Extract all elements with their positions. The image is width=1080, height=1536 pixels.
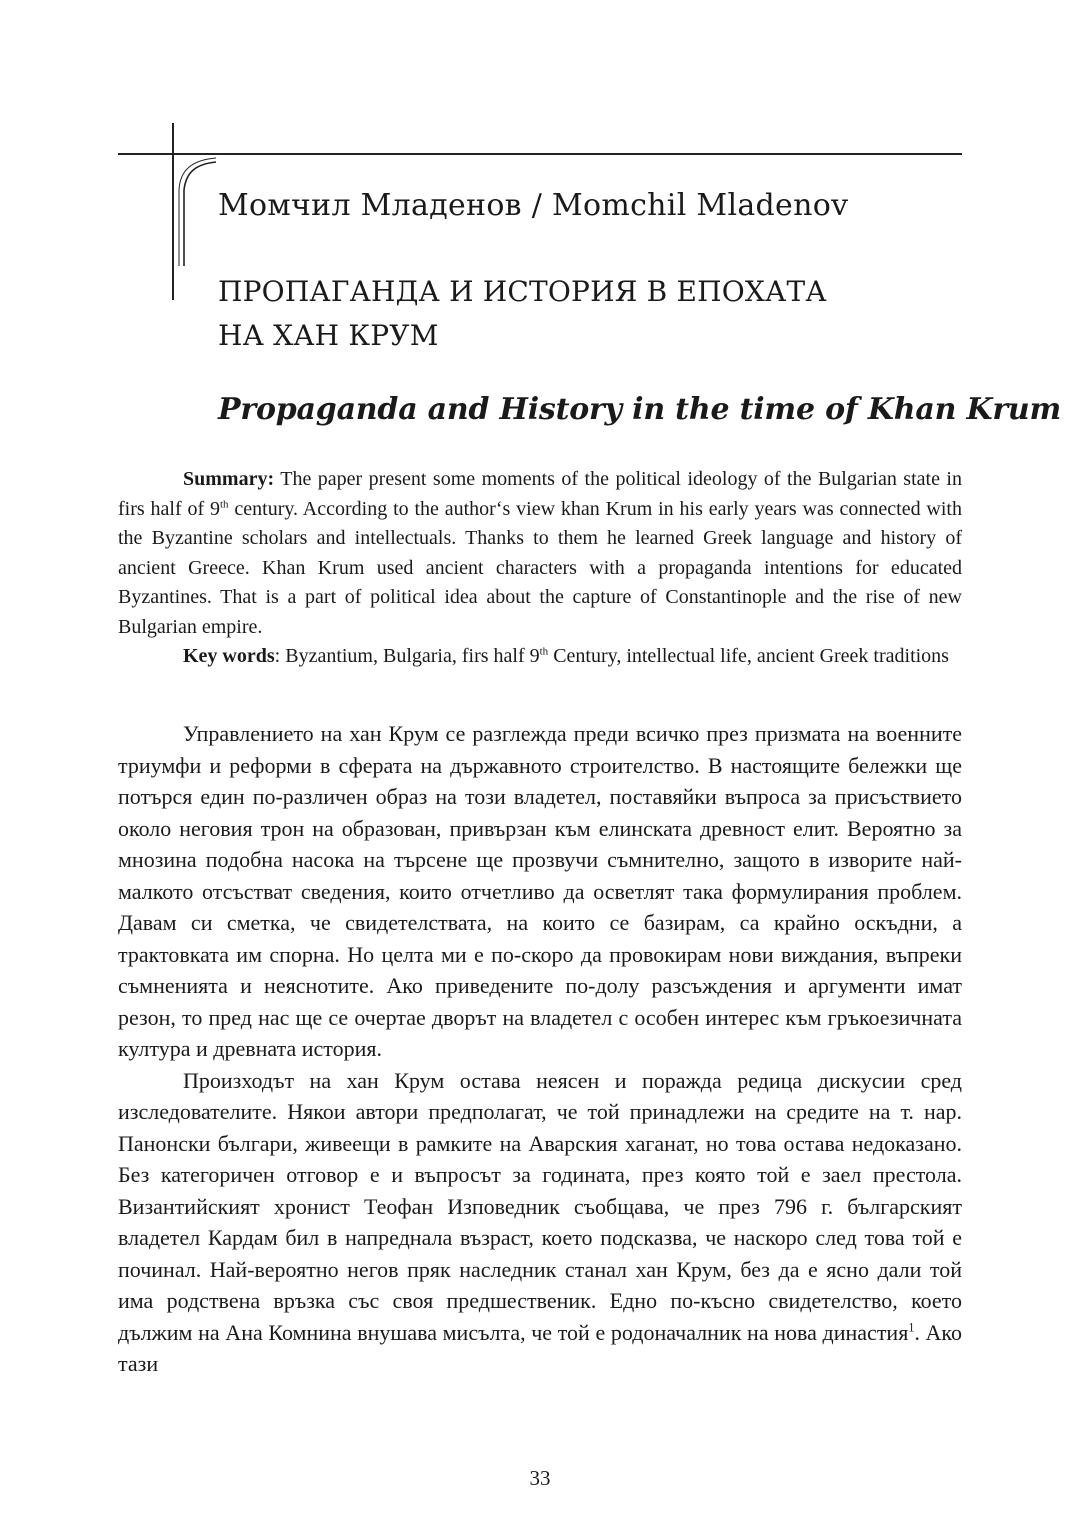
title-english: Propaganda and History in the time of Khan Krum <box>218 392 1062 427</box>
body-paragraph-2-text: Произходът на хан Крум остава неясен и поражда редица дискусии сред изследователите. Някои автори предполагат, че той принадлежи на средите на т. нар. Панонски българи, живеещи в рамките на Аварския хаганат, но това остава недоказано. Без категоричен отговор е и въпросът за годината, през която той е заел престола. Византийският хронист Теофан Изповедник съобщава, че през 796 г. българският владетел Кардам бил в напреднала възраст, което подсказва, че наскоро след това той е починал. Най-вероятно негов пряк наследник станал хан Крум, без да е ясно дали той има родствена връзка със своя предшественик. Едно по-късно свидетелство, което дължим на Ана Комнина внушава мисълта, че той е родоначалник на нова династия <box>118 1067 962 1345</box>
body-paragraph-2-tail: . Ако тази <box>118 1319 962 1376</box>
abstract-section <box>118 465 962 672</box>
summary-text-a: The paper present some moments of the political ideology of the Bulgarian state in firs half of 9 <box>118 468 962 520</box>
keywords-text-a: : Byzantium, Bulgaria, firs half 9 <box>274 645 540 667</box>
header-rule-vertical <box>172 123 174 300</box>
summary-paragraph <box>118 465 962 642</box>
title-bulgarian-line1: ПРОПАГАНДА И ИСТОРИЯ В ЕПОХАТА <box>218 275 827 308</box>
keywords-label: Key words <box>183 645 275 667</box>
title-bulgarian <box>218 270 938 358</box>
body-paragraph-2 <box>118 1065 962 1380</box>
keywords-text-b: Century, intellectual life, ancient Greek traditions <box>548 645 949 667</box>
body-section <box>118 718 962 1380</box>
title-bulgarian-line2: НА ХАН КРУМ <box>218 319 439 352</box>
summary-text-b: century. According to the author‘s view khan Krum in his early years was connected with the Byzantine scholars and intellectuals. Thanks to them he learned Greek language and history of ancient Greece. Khan Krum used ancient characters with a propaganda intentions for educated Byzantines. That is a part of political idea about the capture of Constantinople and the rise of new Bulgarian empire. <box>118 497 962 638</box>
footnote-reference[interactable]: 1 <box>908 1320 915 1335</box>
header-rule-horizontal <box>118 153 962 155</box>
body-paragraph-1: Управлението на хан Крум се разглежда преди всичко през призмата на военните триумфи и реформи в сферата на държавното строителство. В настоящите бележки ще потърся един по-различен образ на този владетел, поставяйки въпроса за присъствието около неговия трон на образован, привързан към елинската древност елит. Вероятно за мнозина подобна насока на търсене ще прозвучи съмнително, защото в изворите най-малкото отсъстват сведения, които отчетливо да осветлят така формулирания проблем. Давам си сметка, че свидетелствата, на които се базирам, са крайно оскъдни, а трактовката им спорна. Но целта ми е по-скоро да провокирам нови виждания, въпреки съмненията и неяснотите. Ако приведените по-долу разсъждения и аргументи имат резон, то пред нас ще се очертае дворът на владетел с особен интерес към гръкоезичната култура и древната история. <box>118 721 962 1061</box>
summary-sup: th <box>219 497 229 510</box>
page-number: 33 <box>529 1466 551 1490</box>
header-corner-ornament <box>178 150 218 270</box>
summary-label: Summary: <box>183 468 275 490</box>
keywords-sup: th <box>539 645 549 658</box>
keywords-paragraph <box>118 642 962 672</box>
author-name: Момчил Младенов / Momchil Mladenov <box>218 188 849 223</box>
